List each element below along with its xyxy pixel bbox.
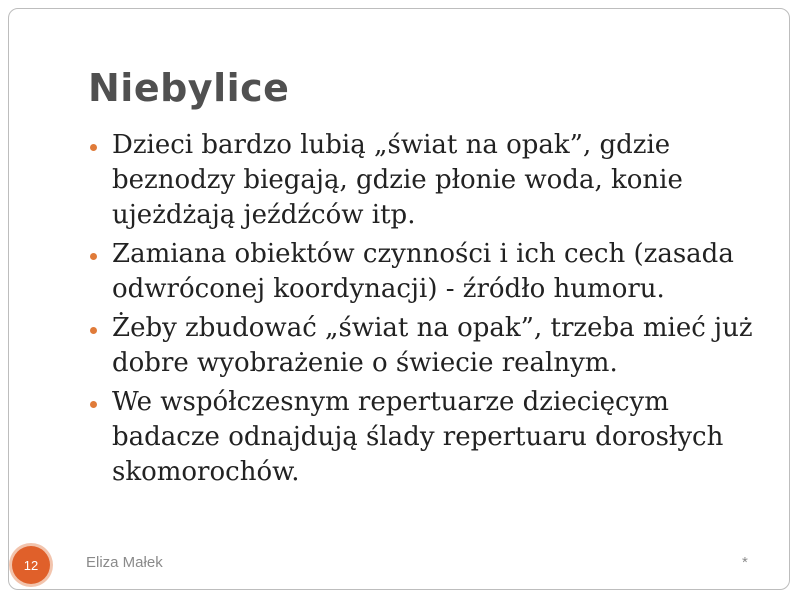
bullet-dot-icon [90, 401, 97, 408]
slide-title: Niebylice [88, 66, 290, 110]
bullet-text: Żeby zbudować „świat na opak”, trzeba mieć już dobre wyobrażenie o świecie realnym. [112, 313, 753, 378]
bullet-item [90, 128, 770, 233]
page-number: 12 [23, 557, 39, 573]
bullet-text: We współczesnym repertuarze dziecięcym badacze odnajdują ślady repertuaru dorosłych skomorochów. [112, 387, 724, 487]
bullet-text: Zamiana obiektów czynności i ich cech (zasada odwróconej koordynacji) - źródło humoru. [112, 239, 734, 304]
footer-author: Eliza Małek [86, 554, 163, 571]
bullet-item [90, 237, 770, 307]
bullet-item [90, 385, 770, 490]
bullet-dot-icon [90, 253, 97, 260]
bullet-dot-icon [90, 327, 97, 334]
page-number-badge [12, 546, 50, 584]
bullet-dot-icon [90, 144, 97, 151]
bullet-item [90, 311, 770, 381]
bullet-list [90, 128, 770, 494]
bullet-text: Dzieci bardzo lubią „świat na opak”, gdzie beznodzy biegają, gdzie płonie woda, konie ujeżdżają jeźdźców itp. [112, 130, 683, 230]
footer-mark: * [742, 554, 748, 571]
